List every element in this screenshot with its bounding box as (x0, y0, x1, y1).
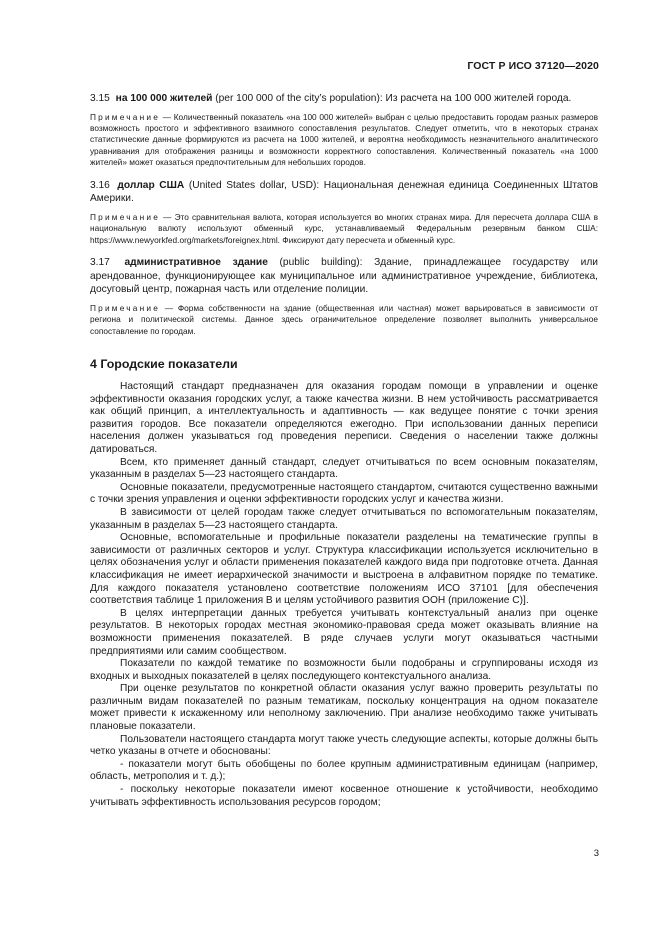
definition-text: (per 100 000 of the city’s population): Из расчета на 100 000 жителей города. (215, 93, 572, 104)
note-label: Примечание (90, 111, 161, 122)
page-content (90, 92, 598, 809)
body-paragraph: Показатели по каждой тематике по возможности были подобраны и сгруппированы исходя из входных и выходных показателей в целях последующего контекстуального анализа. (90, 658, 598, 682)
note-label: Примечание (90, 211, 161, 222)
body-paragraph: Основные, вспомогательные и профильные показатели разделены на тематические группы в зависимости от различных секторов и услуг. Структура классификации используется исключительно в целях обозначения услуг и области применения показателей каждого вида при подготовке отчета. Данная классификация не имеет иерархической значимости и выстроена в алфавитном порядке по тематике. Для каждого показателя установлено соответствие положениям ИСО 37101 [для обеспечения соответствия таблице 1 приложения В и целям устойчивого развития ООН (приложение С)]. (90, 532, 598, 607)
note-3-17 (90, 303, 598, 337)
note-text: — Это сравнительная валюта, которая используется во многих странах мира. Для пересчета доллара США в национальную валюту используют обменный курс, устанавливаемый Федеральным резервным банком США: https://www.newyorkfed.org/markets/foreignex.html. Фиксируют дату пересчета и обменный курс. (90, 211, 598, 245)
note-label: Примечание (90, 302, 161, 313)
note-3-15 (90, 112, 598, 169)
standard-header: ГОСТ Р ИСО 37120—2020 (467, 60, 599, 72)
body-paragraph: Пользователи настоящего стандарта могут также учесть следующие аспекты, которые должны быть четко указаны в отчете и обоснованы: (90, 733, 598, 758)
body-paragraph: При оценке результатов по конкретной области оказания услуг важно проверить результаты по различным видам показателей по разным тематикам, поскольку концентрация на одном показателе может привести к искаженному или неполному заключению. При анализе необходимо также учитывать плановые показатели. (90, 683, 598, 733)
body-paragraph: В зависимости от целей городам также следует отчитываться по вспомогательным показателям, указанным в разделах 5—23 настоящего стандарта. (90, 506, 598, 531)
note-text: — Форма собственности на здание (общественная или частная) может варьироваться в зависимости от региона и политической системы. Данное здесь ограничительное определение позволяет выполнить универсальное сопоставление по городам. (90, 302, 598, 336)
list-item: - поскольку некоторые показатели имеют косвенное отношение к устойчивости, необходимо учитывать эффективность использования ресурсов городом; (90, 784, 598, 808)
definition-text: (United States dollar, USD): Национальная денежная единица Соединенных Штатов Америки. (90, 179, 598, 205)
body-paragraph: Основные показатели, предусмотренные настоящего стандартом, считаются существенно важными с точки зрения управления и оценки эффективности городских услуг и качества жизни. (90, 481, 598, 506)
body-paragraph: Настоящий стандарт предназначен для оказания городам помощи в управлении и оценке эффективности оказания городских услуг, а также качества жизни. В нем устойчивость рассматривается как общий принцип, а интеллектуальность и адаптивность — как ведущее понятие с точки зрения развития городов. Все показатели определяются ежегодно. При использовании данных переписи населения должен указываться год проведения переписи. Сведения о населении также должны датироваться. (90, 381, 598, 455)
definition-term: доллар США (117, 179, 185, 191)
definition-3-16 (90, 179, 598, 206)
definition-term: административное здание (124, 257, 268, 269)
body-paragraph: Всем, кто применяет данный стандарт, следует отчитываться по всем основным показателям, указанным в разделах 5—23 настоящего стандарта. (90, 456, 598, 481)
definition-3-15 (90, 92, 598, 106)
section-title: 4 Городские показатели (90, 357, 238, 372)
definition-number: 3.16 (90, 179, 110, 191)
definition-text: (public building): Здание, принадлежащее государству или арендованное, функционирующее как муниципальное или административное учреждение, библиотека, досуговый центр, пожарная часть или отделение полиции. (90, 257, 598, 296)
definition-term: на 100 000 жителей (115, 93, 213, 104)
definition-3-17 (90, 256, 598, 297)
definition-number: 3.17 (90, 257, 110, 269)
definition-number: 3.15 (90, 93, 110, 104)
page-number: 3 (593, 848, 599, 859)
note-text: — Количественный показатель «на 100 000 жителей» выбран с целью предоставить городам разных размеров возможность простого и эффективного взаимного сопоставления результатов. Следует отметить, что в некоторых странах статистические данные формируются из расчета на 1000 жителей, и вероятна необходимость незначительного аналитического уравнивания для отображения разницы и возможности корректного сопоставления. Количественный показатель «на 1000 жителей» может оказаться предпочтительным для небольших городов. (90, 111, 598, 168)
list-item: - показатели могут быть обобщены по более крупным административным единицам (например, область, метрополия и т. д.); (90, 758, 598, 783)
note-3-16 (90, 212, 598, 246)
body-paragraph: В целях интерпретации данных требуется учитывать контекстуальный анализ при оценке результатов. В некоторых городах местная экономико-правовая среда может оказывать влияние на возможности применения показателей. В ряде случаев услуги могут оказываться частными предприятиями или самим сообществом. (90, 607, 598, 657)
